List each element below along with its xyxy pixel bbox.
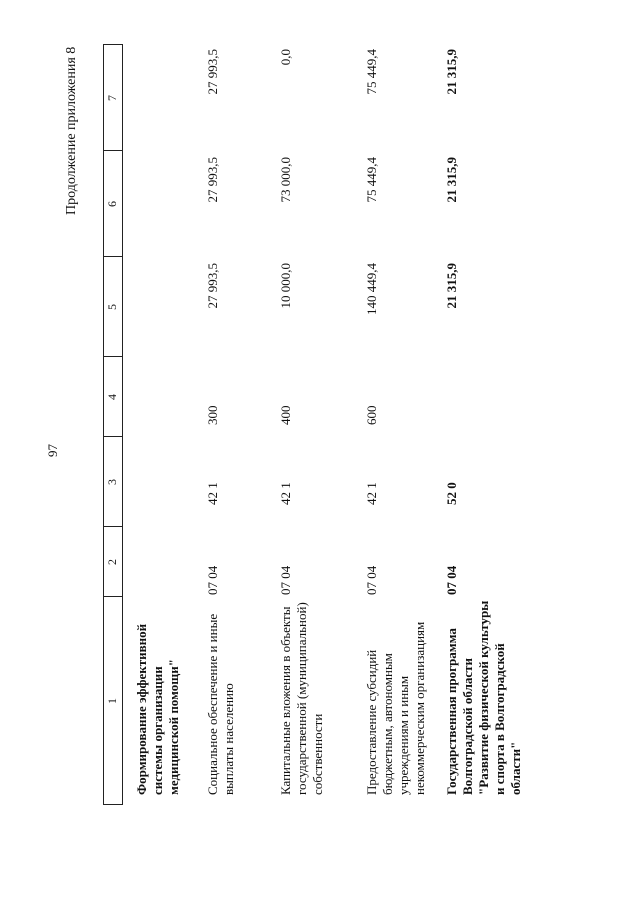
row-target-code: 42 1: [205, 482, 220, 505]
page-number: 97: [45, 444, 60, 457]
column-header-3: 3: [105, 479, 119, 485]
row-section-code: 07 04: [278, 565, 293, 595]
row-amount-col7: 0,0: [278, 49, 293, 66]
row-section-code: 07 04: [364, 565, 379, 595]
column-header-1: 1: [105, 698, 119, 704]
continuation-note: Продолжение приложения 8: [64, 46, 79, 215]
row-amount-col7: 27 993,5: [205, 49, 220, 95]
row-name-line: и спорта в Волгоградской: [492, 643, 507, 795]
row-amount-col6: 75 449,4: [364, 157, 379, 203]
row-name-line: "Развитие физической культуры: [476, 600, 491, 795]
row-target-code: 42 1: [364, 482, 379, 505]
row-name-line: выплаты населению: [221, 683, 236, 795]
column-header-2: 2: [105, 559, 119, 565]
row-amount-total: 140 449,4: [364, 263, 379, 315]
row-amount-total: 27 993,5: [205, 263, 220, 309]
row-name-line: бюджетным, автономным: [380, 653, 395, 795]
row-amount-col6: 73 000,0: [278, 157, 293, 203]
row-section-code: 07 04: [205, 565, 220, 595]
row-name-line: Государственная программа: [444, 628, 459, 795]
row-name-line: некоммерческим организациям: [412, 621, 427, 795]
row-amount-col6: 21 315,9: [444, 157, 459, 203]
row-name-line: Предоставление субсидий: [364, 649, 379, 795]
row-name-line: Волгоградской области: [460, 657, 475, 795]
row-name-line: системы организации: [150, 666, 165, 795]
row-expense-type: 600: [364, 405, 379, 425]
row-amount-col7: 75 449,4: [364, 49, 379, 95]
table-header-border: [122, 45, 123, 805]
row-amount-total: 10 000,0: [278, 263, 293, 309]
column-header-7: 7: [105, 95, 119, 101]
row-name-line: учреждениям и иным: [396, 675, 411, 795]
column-header-4: 4: [105, 394, 119, 400]
row-amount-col6: 27 993,5: [205, 157, 220, 203]
row-expense-type: 300: [205, 405, 220, 425]
column-header-5: 5: [105, 304, 119, 310]
row-name-line: Капитальные вложения в объекты: [278, 606, 293, 795]
column-header-6: 6: [105, 201, 119, 207]
row-section-code: 07 04: [444, 565, 459, 595]
row-name-line: Формирование эффективной: [134, 623, 149, 795]
table-top-border: [103, 45, 104, 805]
row-target-code: 52 0: [444, 482, 459, 505]
row-name-line: государственной (муниципальной): [294, 602, 309, 795]
row-name-line: области": [508, 741, 523, 795]
row-amount-total: 21 315,9: [444, 263, 459, 309]
row-name-line: медицинской помощи": [166, 659, 181, 795]
row-name-line: собственности: [310, 713, 325, 795]
row-amount-col7: 21 315,9: [444, 49, 459, 95]
row-expense-type: 400: [278, 405, 293, 425]
row-name-line: Социальное обеспечение и иные: [205, 613, 220, 795]
row-target-code: 42 1: [278, 482, 293, 505]
